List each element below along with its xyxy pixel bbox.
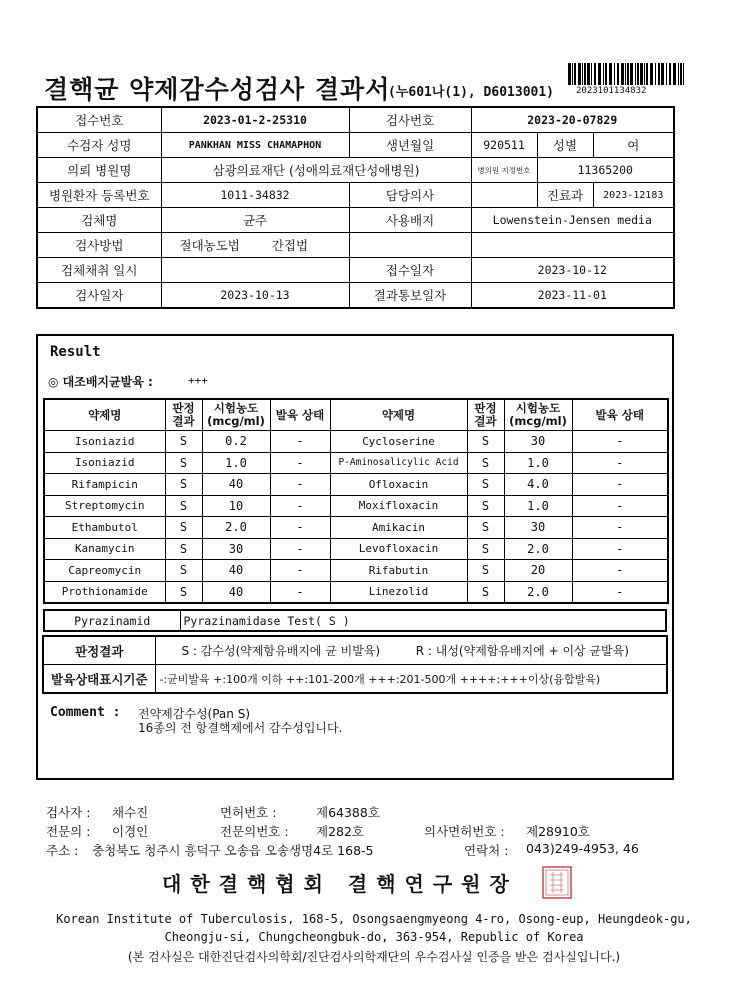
judgement: S [165, 474, 202, 496]
drug-name: Prothionamide [44, 581, 165, 603]
result-heading: Result [50, 344, 101, 360]
barcode-number: 2023101134832 [576, 86, 647, 96]
concentration: 30 [202, 538, 270, 560]
concentration: 20 [504, 560, 572, 582]
examiner-label: 검사자 : [46, 805, 91, 820]
address: 충청북도 청주시 흥덕구 오송읍 오송생명4로 168-5 [92, 843, 374, 858]
report-date-label: 결과통보일자 [349, 283, 471, 309]
col-growth: 발육 상태 [572, 399, 668, 431]
table-row [44, 474, 668, 496]
growth-legend: -:균비발육 +:100개 이하 ++:101-200개 +++:201-500개 ++++:+++이상(융합발육) [155, 665, 667, 694]
table-row [37, 107, 674, 133]
drug-name: Ofloxacin [330, 474, 467, 496]
drug-name: Rifampicin [44, 474, 165, 496]
patient-name: PANKHAN MISS CHAMAPHON [161, 133, 349, 158]
col-judge: 판정 결과 [467, 399, 504, 431]
sex-label: 성별 [537, 133, 593, 158]
col-drug: 약제명 [44, 399, 165, 431]
report-date: 2023-11-01 [471, 283, 674, 309]
collection-date [161, 258, 349, 283]
judge-legend-label: 판정결과 [43, 636, 155, 665]
address-label: 주소 : [46, 843, 79, 858]
legend-s: S : 감수성(약제함유배지에 균 비발육) [181, 644, 381, 658]
judgement: S [165, 538, 202, 560]
table-row [44, 517, 668, 539]
growth-legend-label: 발육상태표시기준 [43, 665, 155, 694]
table-row [44, 495, 668, 517]
table-row [37, 133, 674, 158]
table-row [43, 665, 667, 694]
judgement: S [165, 581, 202, 603]
growth-status: - [270, 431, 330, 453]
concentration: 30 [504, 431, 572, 453]
judgement: S [467, 560, 504, 582]
growth-status: - [270, 495, 330, 517]
method-absolute: 절대농도법 [179, 238, 240, 253]
examiner-name: 채수진 [112, 805, 149, 820]
table-row [37, 208, 674, 233]
table-row [44, 560, 668, 582]
drug-name: Amikacin [330, 517, 467, 539]
table-row [44, 581, 668, 603]
receipt-no: 2023-01-2-25310 [161, 107, 349, 133]
col-conc: 시험농도 (mcg/ml) [202, 399, 270, 431]
concentration: 2.0 [202, 517, 270, 539]
col-drug: 약제명 [330, 399, 467, 431]
comment-line-1: 전약제감수성(Pan S) [138, 707, 251, 721]
specialist-name: 이경인 [112, 824, 149, 839]
judgement: S [467, 474, 504, 496]
concentration: 2.0 [504, 581, 572, 603]
growth-status: - [270, 517, 330, 539]
barcode [568, 63, 684, 85]
drug-name: Levofloxacin [330, 538, 467, 560]
legend-r: R : 내성(약제함유배지에 + 이상 균발육) [415, 644, 629, 658]
table-row [37, 158, 674, 183]
judgement: S [165, 431, 202, 453]
method-values [161, 233, 349, 258]
judgement: S [467, 431, 504, 453]
comment-label: Comment : [50, 705, 121, 720]
license-no: 제64388호 [316, 805, 380, 820]
drug-name: Linezolid [330, 581, 467, 603]
license-label: 면허번호 : [220, 805, 277, 820]
judgement: S [467, 538, 504, 560]
growth-status: - [572, 474, 668, 496]
judgement: S [165, 517, 202, 539]
drug-name: Isoniazid [44, 431, 165, 453]
growth-status: - [270, 452, 330, 474]
drug-susceptibility-table [43, 398, 669, 604]
drug-name: Moxifloxacin [330, 495, 467, 517]
drug-name: Streptomycin [44, 495, 165, 517]
drug-name: Kanamycin [44, 538, 165, 560]
contact-label: 연락처 : [464, 843, 509, 858]
table-header-row [44, 399, 668, 431]
concentration: 10 [202, 495, 270, 517]
specimen: 균주 [161, 208, 349, 233]
concentration: 1.0 [504, 452, 572, 474]
hospital-id-label: 병의원 지정번호 [471, 158, 537, 183]
patient-reg-label: 병원환자 등록번호 [37, 183, 161, 208]
department-value: 2023-12183 [593, 183, 674, 208]
specialist-no: 제282호 [316, 824, 365, 839]
collection-date-label: 검체채취 일시 [37, 258, 161, 283]
institute-address-en-1: Korean Institute of Tuberculosis, 168-5, Osongsaengmyeong 4-ro, Osong-eup, Heungdeok-gu, [56, 912, 692, 926]
concentration: 40 [202, 560, 270, 582]
growth-status: - [270, 581, 330, 603]
test-date: 2023-10-13 [161, 283, 349, 309]
doctor-license-no: 제28910호 [526, 824, 590, 839]
table-row [44, 452, 668, 474]
doctor-license-label: 의사면허번호 : [424, 824, 505, 839]
judgement: S [165, 560, 202, 582]
official-seal-icon [542, 866, 572, 899]
judgement: S [467, 581, 504, 603]
pyrazinamid-value: Pyrazinamidase Test( S ) [180, 610, 666, 631]
judgement: S [467, 517, 504, 539]
table-row [44, 538, 668, 560]
drug-name: Isoniazid [44, 452, 165, 474]
growth-status: - [572, 538, 668, 560]
growth-status: - [572, 495, 668, 517]
drug-name: Cycloserine [330, 431, 467, 453]
department-label: 진료과 [537, 183, 593, 208]
growth-status: - [572, 452, 668, 474]
birthdate-label: 생년월일 [349, 133, 471, 158]
growth-status: - [270, 538, 330, 560]
doctor-label: 담당의사 [349, 183, 471, 208]
contact: 043)249-4953, 46 [526, 841, 639, 856]
col-growth: 발육 상태 [270, 399, 330, 431]
table-row [37, 233, 674, 258]
receipt-no-label: 접수번호 [37, 107, 161, 133]
method-label: 검사방법 [37, 233, 161, 258]
table-row [43, 636, 667, 665]
patient-name-label: 수검자 성명 [37, 133, 161, 158]
hospital-label: 의뢰 병원명 [37, 158, 161, 183]
judgement: S [165, 495, 202, 517]
col-conc: 시험농도 (mcg/ml) [504, 399, 572, 431]
document-title: 결핵균 약제감수성검사 결과서 [44, 75, 391, 104]
specialist-label: 전문의 : [46, 824, 91, 839]
test-no-label: 검사번호 [349, 107, 471, 133]
patient-reg-no: 1011-34832 [161, 183, 349, 208]
receipt-date-label: 접수일자 [349, 258, 471, 283]
pyrazinamid-label: Pyrazinamid [44, 610, 180, 631]
concentration: 1.0 [202, 452, 270, 474]
medium: Lowenstein-Jensen media [471, 208, 674, 233]
judgement: S [467, 495, 504, 517]
pyrazinamid-table [43, 609, 667, 632]
doctor-name [471, 183, 537, 208]
table-row [44, 610, 666, 631]
method-indirect: 간접법 [271, 238, 309, 253]
birthdate: 920511 [471, 133, 537, 158]
growth-status: - [270, 474, 330, 496]
drug-name: P-Aminosalicylic Acid [330, 452, 467, 474]
growth-status: - [572, 581, 668, 603]
specialist-no-label: 전문의번호 : [220, 824, 289, 839]
receipt-date: 2023-10-12 [471, 258, 674, 283]
drug-name: Capreomycin [44, 560, 165, 582]
drug-name: Rifabutin [330, 560, 467, 582]
institute-director: 대한결핵협회 결핵연구원장 [162, 872, 518, 896]
comment-line-2: 16종의 전 항결핵제에서 감수성입니다. [138, 721, 343, 735]
concentration: 40 [202, 581, 270, 603]
concentration: 1.0 [504, 495, 572, 517]
legend-table [42, 635, 668, 694]
concentration: 4.0 [504, 474, 572, 496]
growth-status: - [572, 517, 668, 539]
hospital-name: 삼광의료재단 (성애의료재단성애병원) [161, 158, 471, 183]
certification-note: (본 검사실은 대한진단검사의학회/진단검사의학재단의 우수검사실 인증을 받은 검사실입니다.) [127, 950, 621, 964]
table-row [37, 183, 674, 208]
control-growth-value: +++ [188, 374, 208, 387]
patient-info-table [36, 106, 675, 309]
concentration: 0.2 [202, 431, 270, 453]
col-judge: 판정 결과 [165, 399, 202, 431]
table-row [37, 258, 674, 283]
growth-status: - [270, 560, 330, 582]
test-no: 2023-20-07829 [471, 107, 674, 133]
table-row [44, 431, 668, 453]
sex: 여 [593, 133, 674, 158]
concentration: 2.0 [504, 538, 572, 560]
growth-status: - [572, 431, 668, 453]
concentration: 40 [202, 474, 270, 496]
judgement: S [165, 452, 202, 474]
institute-address-en-2: Cheongju-si, Chungcheongbuk-do, 363-954, Republic of Korea [164, 930, 584, 944]
form-code: (누601나(1), D6013001) [388, 85, 554, 100]
judge-legend [155, 636, 667, 665]
medium-label: 사용배지 [349, 208, 471, 233]
table-row [37, 283, 674, 309]
growth-status: - [572, 560, 668, 582]
control-growth-label: ◎ 대조배지균발육 : [48, 375, 153, 389]
concentration: 30 [504, 517, 572, 539]
test-date-label: 검사일자 [37, 283, 161, 309]
hospital-id: 11365200 [537, 158, 674, 183]
specimen-label: 검체명 [37, 208, 161, 233]
judgement: S [467, 452, 504, 474]
drug-name: Ethambutol [44, 517, 165, 539]
